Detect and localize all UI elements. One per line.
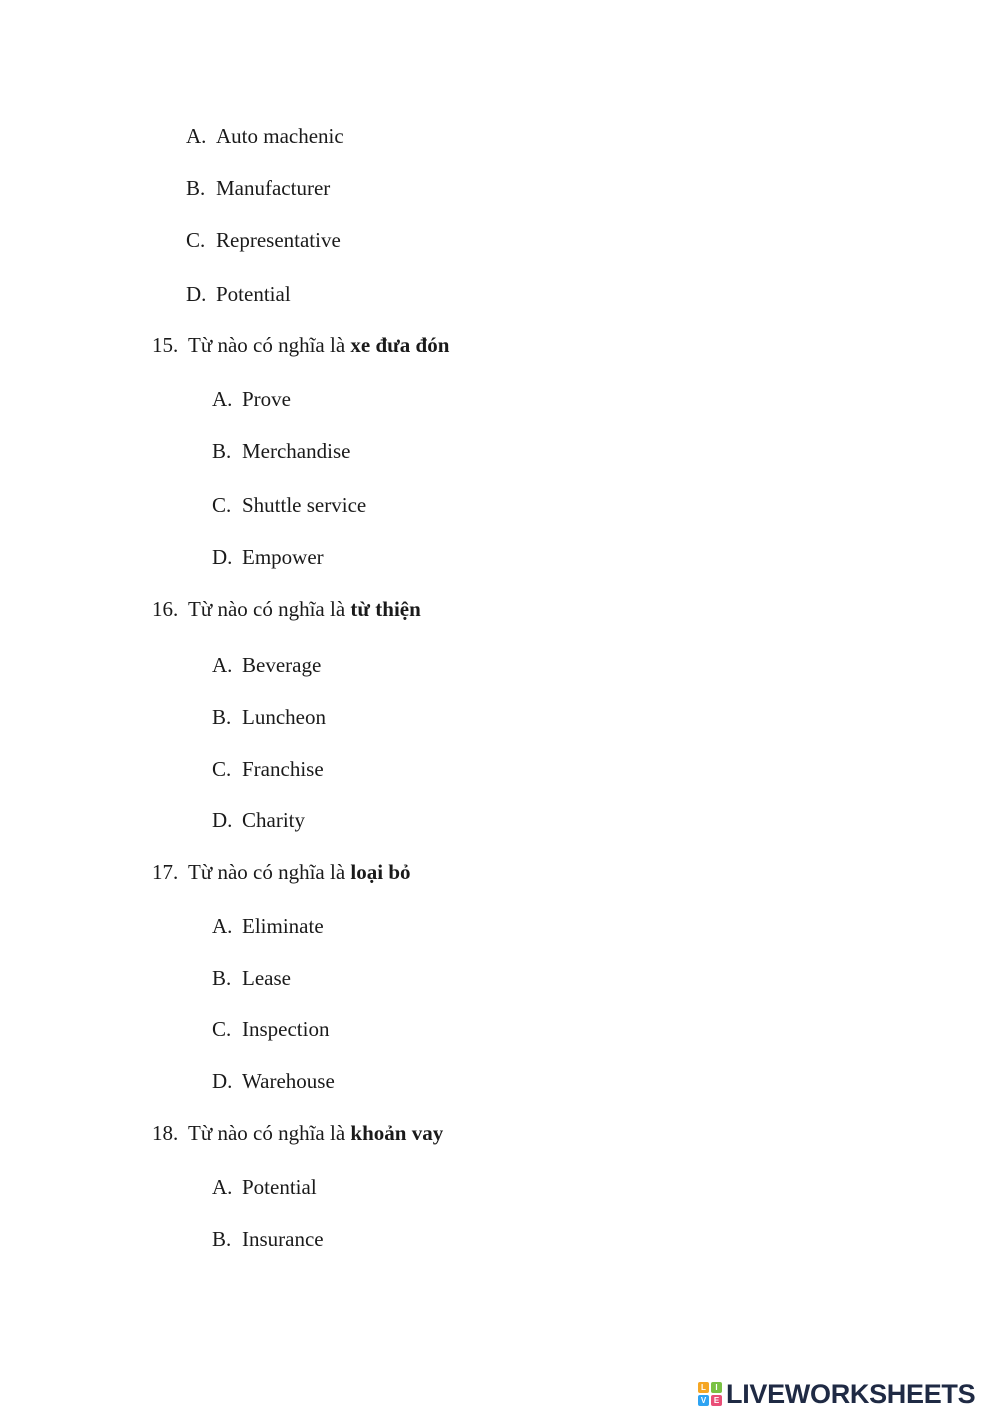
option-letter: C. bbox=[212, 757, 232, 781]
question-18 bbox=[152, 1120, 443, 1146]
question-prompt: Từ nào có nghĩa là bbox=[188, 1121, 351, 1145]
q16-option-c[interactable] bbox=[212, 756, 324, 782]
option-text: Empower bbox=[242, 545, 324, 569]
q15-option-c[interactable] bbox=[212, 492, 366, 518]
q17-option-a[interactable] bbox=[212, 913, 324, 939]
option-letter: B. bbox=[212, 705, 232, 729]
question-keyword: từ thiện bbox=[350, 597, 421, 621]
q18-option-a[interactable] bbox=[212, 1174, 317, 1200]
question-keyword: xe đưa đón bbox=[350, 333, 450, 357]
question-number: 16. bbox=[152, 597, 179, 621]
q17-option-d[interactable] bbox=[212, 1068, 335, 1094]
option-letter: D. bbox=[186, 282, 207, 306]
option-text: Luncheon bbox=[242, 705, 326, 729]
q15-option-b[interactable] bbox=[212, 438, 350, 464]
option-letter: A. bbox=[212, 1175, 233, 1199]
q17-option-c[interactable] bbox=[212, 1016, 329, 1042]
option-letter: B. bbox=[186, 176, 206, 200]
option-text: Eliminate bbox=[242, 914, 324, 938]
option-letter: D. bbox=[212, 545, 233, 569]
option-text: Manufacturer bbox=[216, 176, 331, 200]
liveworksheets-logo bbox=[698, 1378, 975, 1410]
q14-option-c[interactable] bbox=[186, 227, 341, 253]
option-text: Potential bbox=[242, 1175, 317, 1199]
option-letter: C. bbox=[212, 493, 232, 517]
option-letter: A. bbox=[212, 653, 233, 677]
logo-text: LIVEWORKSHEETS bbox=[726, 1378, 976, 1409]
logo-tile-l: L bbox=[698, 1382, 709, 1393]
option-letter: B. bbox=[212, 1227, 232, 1251]
liveworksheets-logo-icon bbox=[698, 1382, 722, 1406]
q14-option-b[interactable] bbox=[186, 175, 330, 201]
question-17 bbox=[152, 859, 411, 885]
option-text: Shuttle service bbox=[242, 493, 367, 517]
option-text: Merchandise bbox=[242, 439, 351, 463]
question-number: 17. bbox=[152, 860, 179, 884]
question-number: 15. bbox=[152, 333, 179, 357]
question-16 bbox=[152, 596, 421, 622]
q15-option-a[interactable] bbox=[212, 386, 291, 412]
q15-option-d[interactable] bbox=[212, 544, 324, 570]
q14-option-a[interactable] bbox=[186, 123, 344, 149]
option-text: Potential bbox=[216, 282, 291, 306]
option-letter: D. bbox=[212, 808, 233, 832]
option-text: Representative bbox=[216, 228, 341, 252]
option-letter: C. bbox=[186, 228, 206, 252]
option-text: Inspection bbox=[242, 1017, 330, 1041]
question-15 bbox=[152, 332, 449, 358]
q16-option-b[interactable] bbox=[212, 704, 326, 730]
option-text: Lease bbox=[242, 966, 291, 990]
option-text: Insurance bbox=[242, 1227, 324, 1251]
q16-option-d[interactable] bbox=[212, 807, 305, 833]
option-text: Charity bbox=[242, 808, 305, 832]
option-text: Warehouse bbox=[242, 1069, 335, 1093]
option-letter: C. bbox=[212, 1017, 232, 1041]
option-letter: A. bbox=[212, 914, 233, 938]
option-text: Auto machenic bbox=[216, 124, 344, 148]
q18-option-b[interactable] bbox=[212, 1226, 324, 1252]
q17-option-b[interactable] bbox=[212, 965, 291, 991]
question-prompt: Từ nào có nghĩa là bbox=[188, 860, 351, 884]
q14-option-d[interactable] bbox=[186, 281, 291, 307]
option-letter: A. bbox=[212, 387, 233, 411]
option-letter: B. bbox=[212, 439, 232, 463]
option-text: Beverage bbox=[242, 653, 322, 677]
question-keyword: khoản vay bbox=[350, 1121, 444, 1145]
option-text: Franchise bbox=[242, 757, 324, 781]
question-prompt: Từ nào có nghĩa là bbox=[188, 597, 351, 621]
question-number: 18. bbox=[152, 1121, 179, 1145]
question-prompt: Từ nào có nghĩa là bbox=[188, 333, 351, 357]
logo-tile-v: V bbox=[698, 1395, 709, 1406]
option-letter: A. bbox=[186, 124, 207, 148]
option-letter: D. bbox=[212, 1069, 233, 1093]
question-keyword: loại bỏ bbox=[350, 860, 411, 884]
option-text: Prove bbox=[242, 387, 291, 411]
logo-tile-e: E bbox=[711, 1395, 722, 1406]
logo-tile-i: I bbox=[711, 1382, 722, 1393]
q16-option-a[interactable] bbox=[212, 652, 321, 678]
option-letter: B. bbox=[212, 966, 232, 990]
